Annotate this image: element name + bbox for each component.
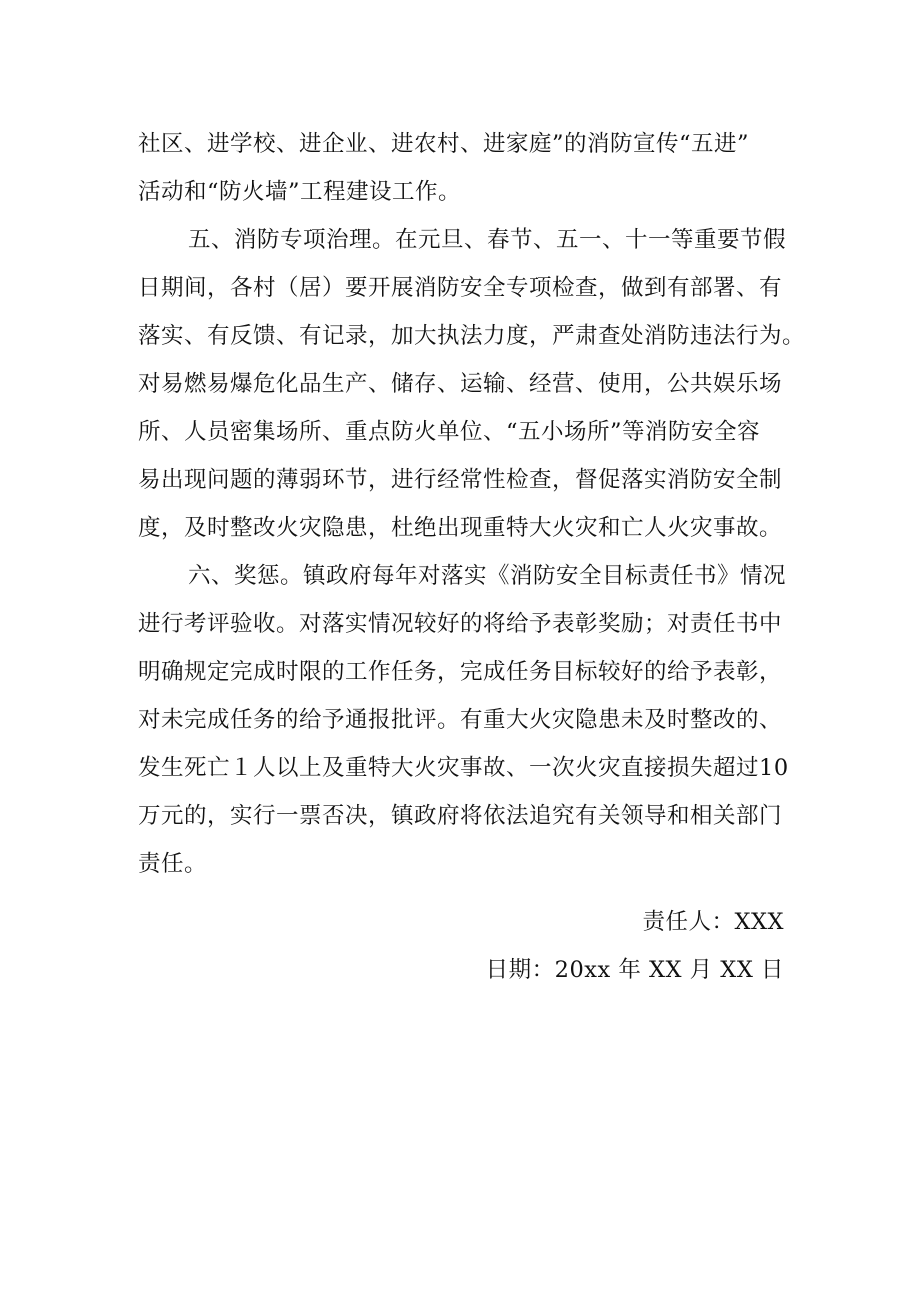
- paragraph-line: 易出现问题的薄弱环节，进行经常性检查，督促落实消防安全制: [138, 467, 783, 493]
- paragraph-line: 责任。: [138, 851, 208, 877]
- paragraph-line: 明确规定完成时限的工作任务，完成任务目标较好的给予表彰，: [138, 659, 783, 685]
- paragraph-line: 万元的，实行一票否决，镇政府将依法追究有关领导和相关部门: [138, 803, 783, 829]
- section-five-heading-line: 五、消防专项治理。在元旦、春节、五一、十一等重要节假: [188, 227, 787, 253]
- document-date: 日期：20xx 年 XX 月 XX 日: [485, 957, 784, 983]
- paragraph-line: 进行考评验收。对落实情况较好的将给予表彰奖励；对责任书中: [138, 611, 783, 637]
- paragraph-line: 社区、进学校、进企业、进农村、进家庭”的消防宣传“五进”: [138, 131, 750, 157]
- paragraph-line: 活动和“防火墙”工程建设工作。: [138, 179, 462, 205]
- paragraph-line: 所、人员密集场所、重点防火单位、“五小场所”等消防安全容: [138, 419, 761, 445]
- responsible-person: 责任人：XXX: [642, 909, 784, 935]
- section-six-heading-line: 六、奖惩。镇政府每年对落实《消防安全目标责任书》情况: [188, 563, 787, 589]
- paragraph-line: 日期间，各村（居）要开展消防安全专项检查，做到有部署、有: [138, 275, 783, 301]
- paragraph-line: 对易燃易爆危化品生产、储存、运输、经营、使用，公共娱乐场: [138, 371, 783, 397]
- document-body: [138, 120, 806, 888]
- paragraph-line: 对未完成任务的给予通报批评。有重大火灾隐患未及时整改的、: [138, 707, 783, 733]
- signature-block: [486, 898, 784, 994]
- paragraph-line: 落实、有反馈、有记录，加大执法力度，严肃查处消防违法行为。: [138, 323, 806, 349]
- paragraph-line: 度，及时整改火灾隐患，杜绝出现重特大火灾和亡人火灾事故。: [138, 515, 783, 541]
- paragraph-line: 发生死亡１人以上及重特大火灾事故、一次火灾直接损失超过10: [138, 755, 789, 781]
